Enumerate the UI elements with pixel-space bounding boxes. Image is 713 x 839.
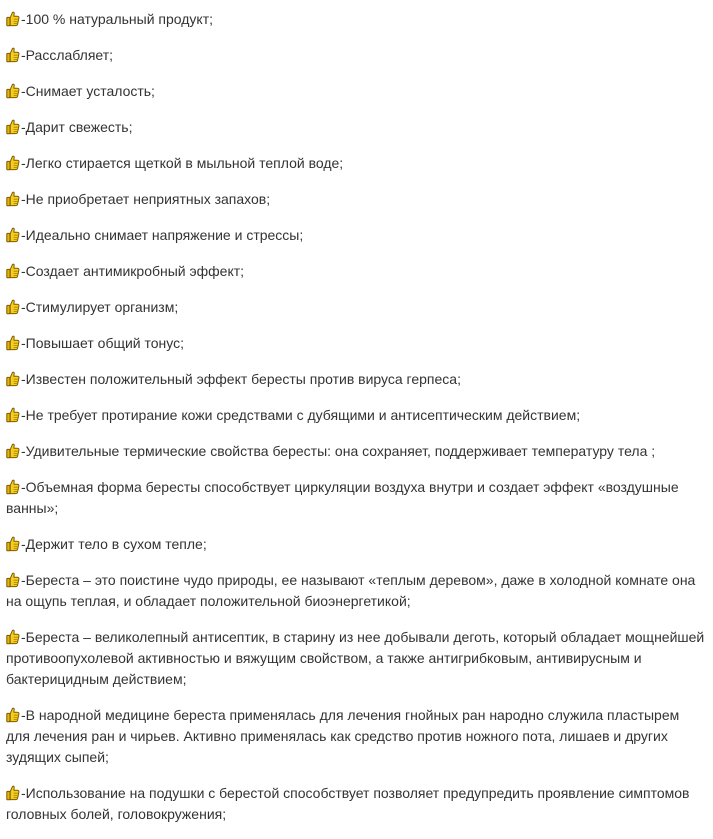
thumbs-up-icon	[6, 407, 20, 423]
list-item	[6, 261, 706, 282]
list-item-text: -Береста – великолепный антисептик, в старину из нее добывали деготь, который обладает мощнейшей противоопухолевой активностью и вяжущим свойством, а также антигрибковым, антивирусным и бактерицидным действием;	[6, 629, 705, 687]
thumbs-up-icon	[6, 443, 20, 459]
list-item	[6, 570, 706, 612]
list-item	[6, 405, 706, 426]
list-item	[6, 705, 706, 768]
list-item-text: -Объемная форма бересты способствует циркуляции воздуха внутри и создает эффект «воздушные ванны»;	[6, 479, 679, 516]
list-item	[6, 297, 706, 318]
thumbs-up-icon	[6, 629, 20, 645]
thumbs-up-icon	[6, 47, 20, 63]
list-item	[6, 153, 706, 174]
thumbs-up-icon	[6, 785, 20, 801]
thumbs-up-icon	[6, 155, 20, 171]
thumbs-up-icon	[6, 263, 20, 279]
list-item-text: -Снимает усталость;	[21, 83, 155, 99]
list-item-text: -В народной медицине береста применялась для лечения гнойных ран народно служила пластырем для лечения ран и чирьев. Активно применялась как средство против ножного пота, лишаев и других зудящих сыпей;	[6, 707, 680, 765]
list-item-text: -100 % натуральный продукт;	[21, 11, 214, 27]
thumbs-up-icon	[6, 707, 20, 723]
list-item-text: -Не требует протирание кожи средствами с дубящими и антисептическим действием;	[21, 407, 581, 423]
list-item	[6, 225, 706, 246]
list-item	[6, 81, 706, 102]
thumbs-up-icon	[6, 536, 20, 552]
list-item-text: -Идеально снимает напряжение и стрессы;	[21, 227, 304, 243]
list-item	[6, 477, 706, 519]
list-item	[6, 333, 706, 354]
list-item-text: -Использование на подушки с берестой способствует позволяет предупредить проявление симптомов головных болей, головокружения;	[6, 785, 690, 822]
list-item	[6, 441, 706, 462]
thumbs-up-icon	[6, 371, 20, 387]
list-item	[6, 45, 706, 66]
list-item-text: -Не приобретает неприятных запахов;	[21, 191, 271, 207]
list-item-text: -Расслабляет;	[21, 47, 114, 63]
thumbs-up-icon	[6, 335, 20, 351]
list-item	[6, 117, 706, 138]
list-item	[6, 534, 706, 555]
thumbs-up-icon	[6, 299, 20, 315]
list-item	[6, 9, 706, 30]
thumbs-up-icon	[6, 227, 20, 243]
list-item	[6, 369, 706, 390]
list-item-text: -Держит тело в сухом тепле;	[21, 536, 207, 552]
list-item-text: -Известен положительный эффект бересты против вируса герпеса;	[21, 371, 461, 387]
list-item	[6, 783, 706, 825]
list-item-text: -Стимулирует организм;	[21, 299, 179, 315]
thumbs-up-icon	[6, 119, 20, 135]
thumbs-up-icon	[6, 479, 20, 495]
list-item-text: -Повышает общий тонус;	[21, 335, 185, 351]
thumbs-up-icon	[6, 11, 20, 27]
thumbs-up-icon	[6, 572, 20, 588]
list-item-text: -Удивительные термические свойства бересты: она сохраняет, поддерживает температуру тела ;	[21, 443, 656, 459]
list-item	[6, 627, 706, 690]
list-item-text: -Дарит свежесть;	[21, 119, 133, 135]
list-item-text: -Создает антимикробный эффект;	[21, 263, 245, 279]
list-item	[6, 189, 706, 210]
list-item-text: -Береста – это поистине чудо природы, ее называют «теплым деревом», даже в холодной комнате она на ощупь теплая, и обладает положительной биоэнергетикой;	[6, 572, 696, 609]
thumbs-up-icon	[6, 83, 20, 99]
thumbs-up-icon	[6, 191, 20, 207]
list-item-text: -Легко стирается щеткой в мыльной теплой воде;	[21, 155, 344, 171]
